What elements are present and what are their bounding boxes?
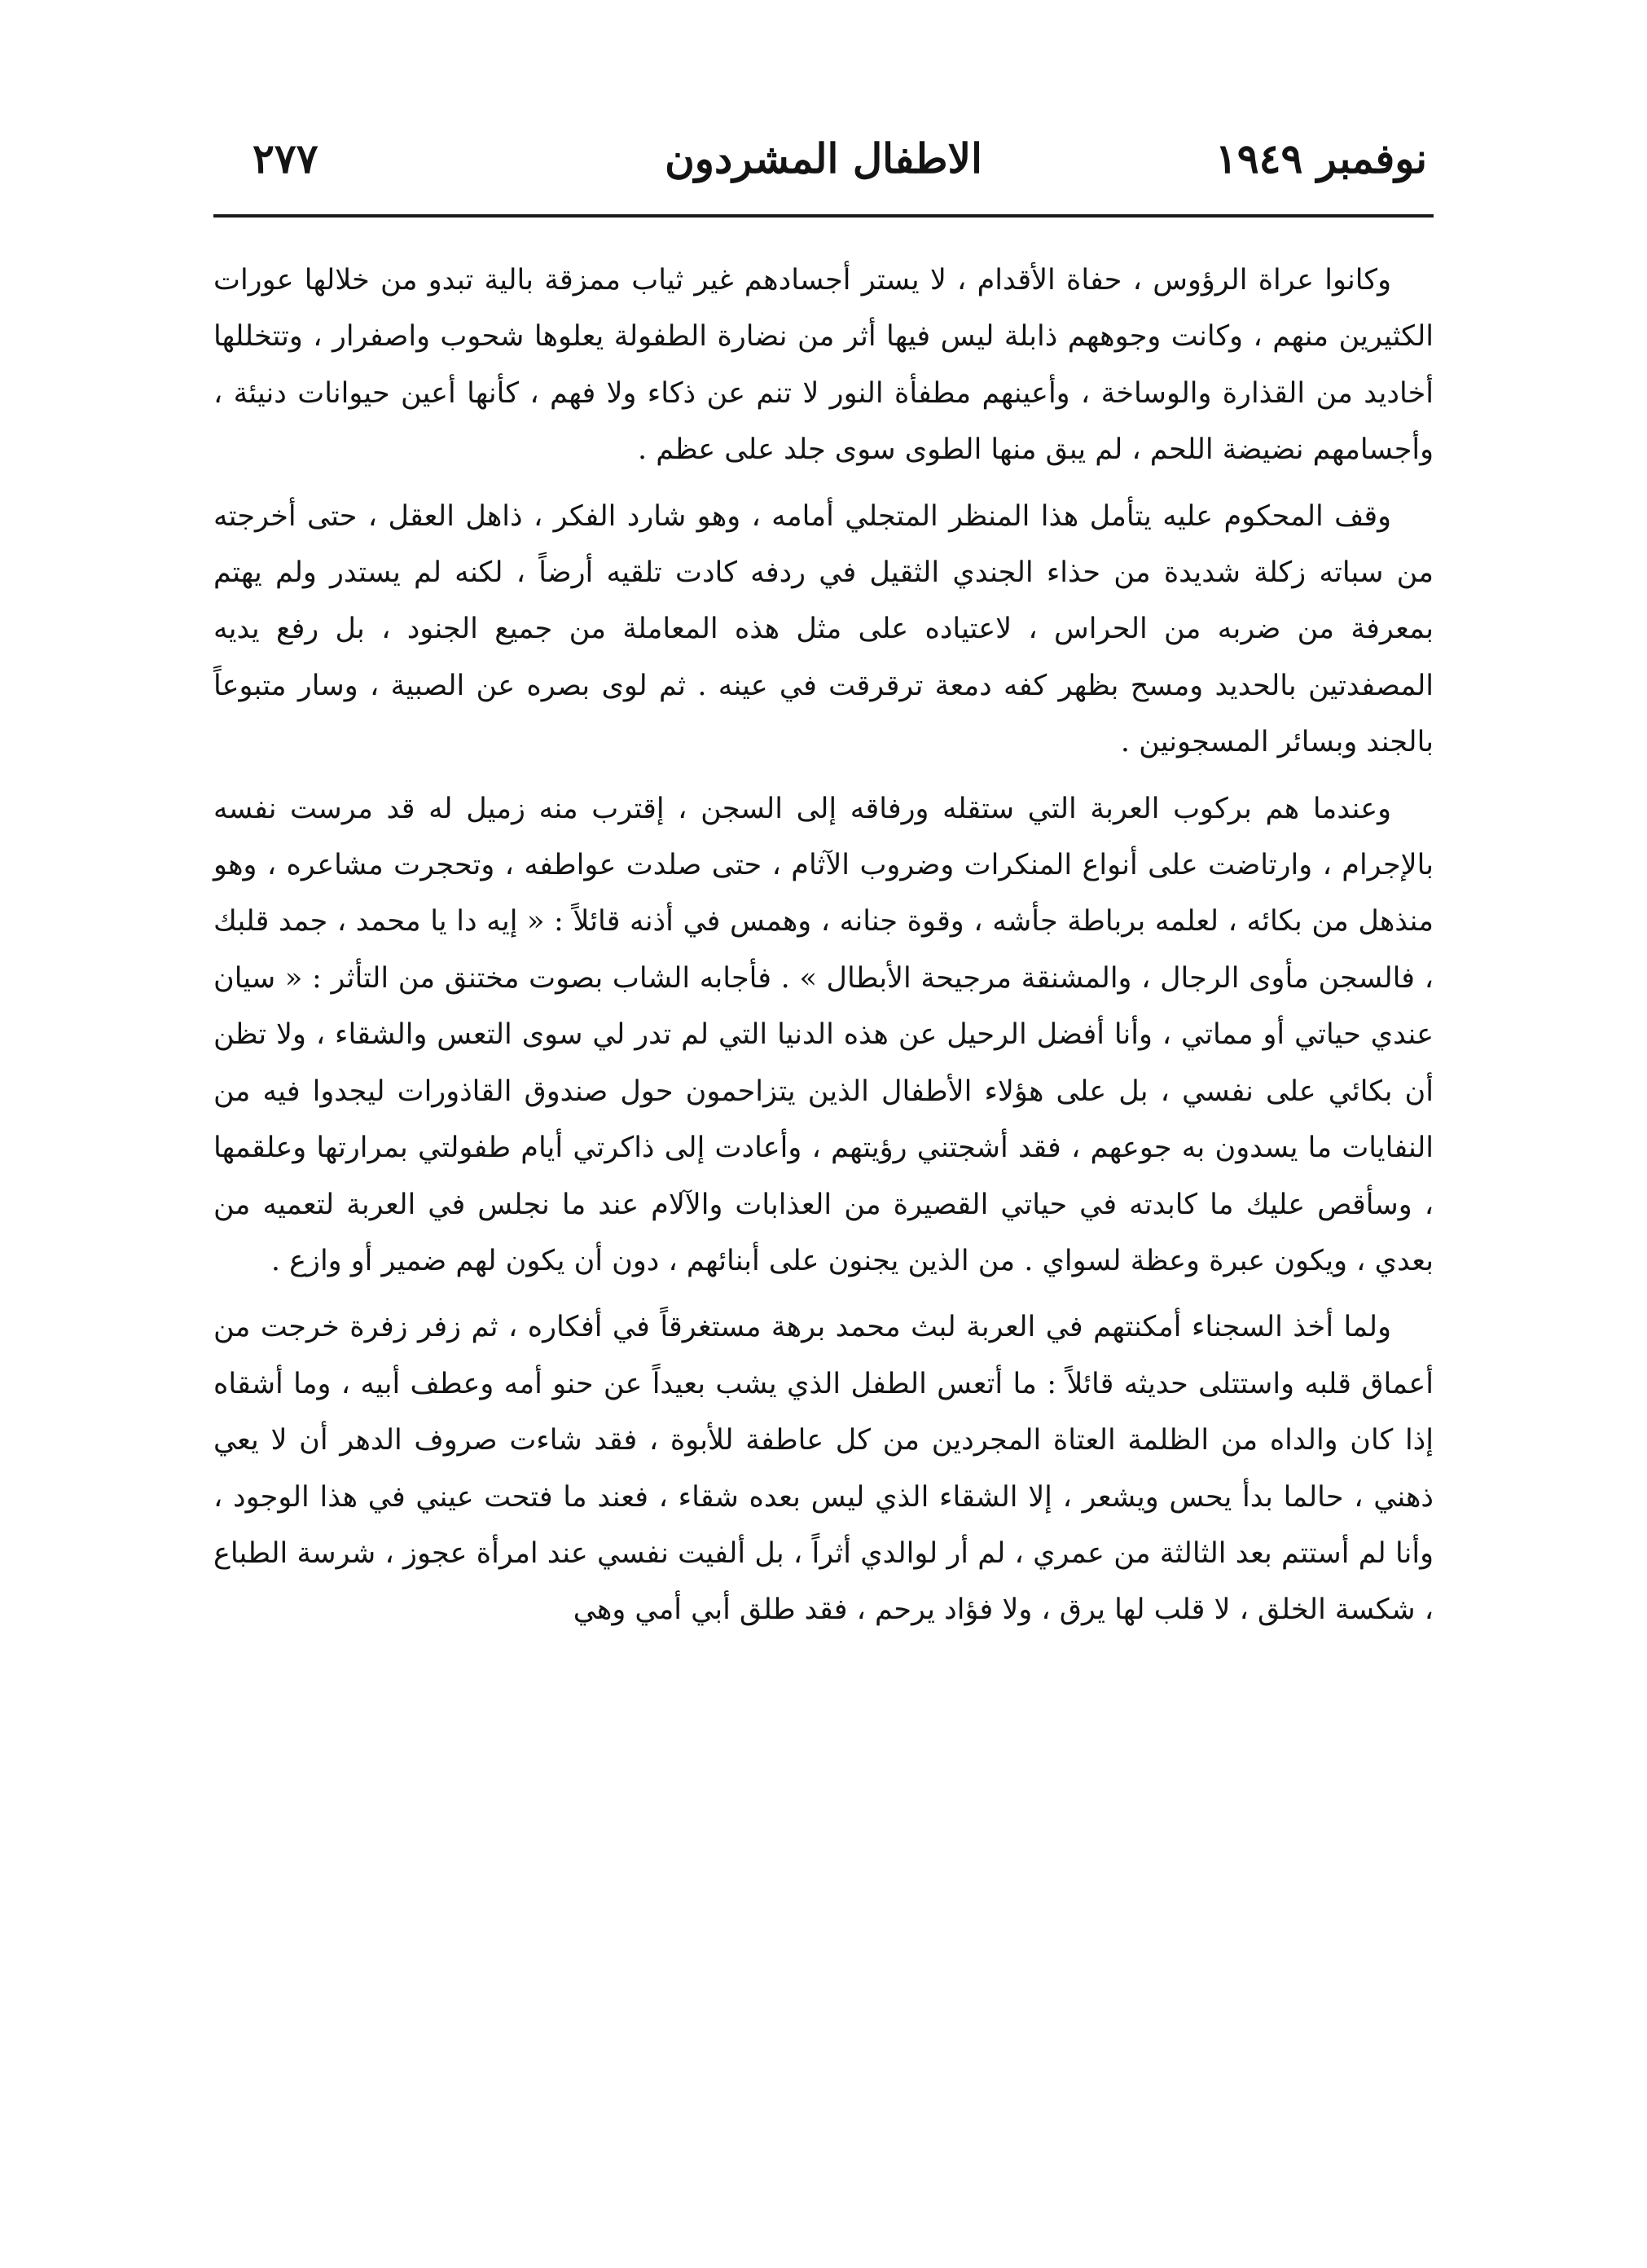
header-date: نوفمبر ١٩٤٩ [1214,134,1427,182]
body-text [213,253,1434,1649]
page-number: ٢٧٧ [253,134,318,182]
paragraph: وكانوا عراة الرؤوس ، حفاة الأقدام ، لا يستر أجسادهم غير ثياب ممزقة بالية تبدو من خلالها عورات الكثيرين منهم ، وكانت وجوههم ذابلة ليس فيها أثر من نضارة الطفولة يعلوها شحوب واصفرار ، وتتخللها أخاديد من القذارة والوساخة ، وأعينهم مطفأة النور لا تنم عن ذكاء ولا فهم ، كأنها أعين حيوانات دنيئة ، وأجسامهم نضيضة اللحم ، لم يبق منها الطوى سوى جلد على عظم . [213,264,1434,467]
paragraph: وقف المحكوم عليه يتأمل هذا المنظر المتجلي أمامه ، وهو شارد الفكر ، ذاهل العقل ، حتى أخرجته من سباته زكلة شديدة من حذاء الجندي الثقيل في ردفه كادت تلقيه أرضاً ، لكنه لم يستدر ولم يهتم بمعرفة من ضربه من الحراس ، لاعتياده على مثل هذه المعاملة من جميع الجنود ، بل رفع يديه المصفدتين بالحديد ومسح بظهر كفه دمعة ترقرقت في عينه . ثم لوى بصره عن الصبية ، وسار متبوعاً بالجند وبسائر المسجونين . [213,499,1434,759]
paragraph: وعندما هم بركوب العربة التي ستقله ورفاقه إلى السجن ، إقترب منه زميل له قد مرست نفسه بالإجرام ، وارتاضت على أنواع المنكرات وضروب الآثام ، حتى صلدت عواطفه ، وتحجرت مشاعره ، وهو منذهل من بكائه ، لعلمه برباطة جأشه ، وقوة جنانه ، وهمس في أذنه قائلاً : « إيه دا يا محمد ، جمد قلبك ، فالسجن مأوى الرجال ، والمشنقة مرجيحة الأبطال » . فأجابه الشاب بصوت مختنق من التأثر : « سيان عندي حياتي أو مماتي ، وأنا أفضل الرحيل عن هذه الدنيا التي لم تدر لي سوى التعس والشقاء ، ولا تظن أن بكائي على نفسي ، بل على هؤلاء الأطفال الذين يتزاحمون حول صندوق القاذورات ليجدوا فيه من النفايات ما يسدون به جوعهم ، فقد أشجتني رؤيتهم ، وأعادت إلى ذاكرتي أيام طفولتي بمرارتها وعلقمها ، وسأقص عليك ما كابدته في حياتي القصيرة من العذابات والآلام عند ما نجلس في العربة لتعميه من بعدي ، ويكون عبرة وعظة لسواي . من الذين يجنون على أبنائهم ، دون أن يكون لهم ضمير أو وازع . [213,792,1434,1277]
header-rule [213,214,1434,218]
running-head [220,122,1427,196]
header-title: الاطفال المشردون [665,134,982,182]
paragraph: ولما أخذ السجناء أمكنتهم في العربة لبث محمد برهة مستغرقاً في أفكاره ، ثم زفر زفرة خرجت من أعماق قلبه واستتلى حديثه قائلاً : ما أتعس الطفل الذي يشب بعيداً عن حنو أمه وعطف أبيه ، وما أشقاه إذا كان والداه من الظلمة العتاة المجردين من كل عاطفة للأبوة ، فقد شاءت صروف الدهر أن لا يعي ذهني ، حالما بدأ يحس ويشعر ، إلا الشقاء الذي ليس بعده شقاء ، فعند ما فتحت عيني في هذا الوجود ، وأنا لم أستتم بعد الثالثة من عمري ، لم أر لوالدي أثراً ، بل ألفيت نفسي عند امرأة عجوز ، شرسة الطباع ، شكسة الخلق ، لا قلب لها يرق ، ولا فؤاد يرحم ، فقد طلق أبي أمي وهي [213,1311,1434,1627]
